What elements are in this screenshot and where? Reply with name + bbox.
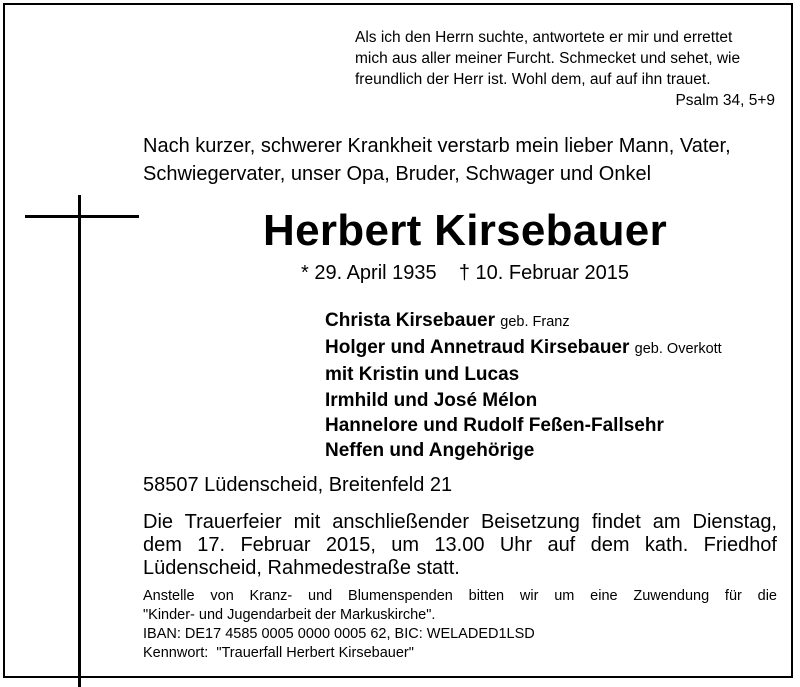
intro-text — [143, 132, 783, 188]
obituary-notice — [3, 3, 793, 678]
donation-line: Anstelle von Kranz- und Blumenspenden bitten wir um eine Zuwendung für die — [143, 588, 777, 604]
mourner-name: Christa Kirsebauer — [325, 310, 496, 331]
psalm-quote — [355, 27, 775, 111]
cross-icon-horizontal — [25, 215, 139, 218]
mourner-name: Irmhild und José Mélon — [325, 389, 538, 411]
psalm-line: freundlich der Herr ist. Wohl dem, auf auf ihn trauet. — [355, 71, 711, 88]
death-date: † 10. Februar 2015 — [458, 262, 629, 284]
mourner-entry — [325, 362, 785, 387]
psalm-line: mich aus aller meiner Furcht. Schmecket und sehet, wie — [355, 50, 741, 67]
cross-icon-vertical — [78, 195, 81, 687]
psalm-reference: Psalm 34, 5+9 — [675, 92, 775, 109]
mourner-entry — [325, 413, 785, 438]
mourner-name: mit Kristin und Lucas — [325, 364, 520, 386]
mourner-entry — [325, 438, 785, 463]
mourner-note: geb. Overkott — [634, 341, 722, 358]
bank-details: IBAN: DE17 4585 0005 0000 0005 62, BIC: WELADED1LSD — [143, 626, 535, 642]
mourner-name: Neffen und Angehörige — [325, 440, 535, 462]
mourner-note: geb. Franz — [500, 314, 570, 330]
mourner-entry — [325, 308, 785, 335]
funeral-info — [143, 511, 777, 580]
intro-line: Schwiegervater, unser Opa, Bruder, Schwager und Onkel — [143, 163, 652, 185]
donation-keyword: Kennwort: "Trauerfall Herbert Kirsebauer" — [143, 645, 414, 661]
life-dates — [155, 259, 775, 287]
deceased-name: Herbert Kirsebauer — [263, 206, 667, 255]
intro-line: Nach kurzer, schwerer Krankheit verstarb mein lieber Mann, Vater, — [143, 135, 731, 157]
mourners-list — [325, 308, 785, 463]
donation-line: "Kinder- und Jugendarbeit der Markuskirche". — [143, 607, 436, 623]
funeral-line: Die Trauerfeier mit anschließender Beisetzung findet am Dienstag, — [143, 511, 777, 533]
funeral-line: dem 17. Februar 2015, um 13.00 Uhr auf dem kath. Friedhof — [143, 534, 777, 556]
birth-date: * 29. April 1935 — [300, 262, 437, 284]
mourner-entry — [325, 388, 785, 413]
mourner-entry — [325, 335, 785, 362]
mourner-name: Hannelore und Rudolf Feßen-Fallsehr — [325, 414, 664, 436]
donation-info — [143, 587, 777, 663]
psalm-line: Als ich den Herrn suchte, antwortete er mir und errettet — [355, 29, 733, 46]
funeral-line: Lüdenscheid, Rahmedestraße statt. — [143, 557, 460, 579]
mourner-name: Holger und Annetraud Kirsebauer — [325, 337, 630, 359]
family-address: 58507 Lüdenscheid, Breitenfeld 21 — [143, 474, 453, 496]
